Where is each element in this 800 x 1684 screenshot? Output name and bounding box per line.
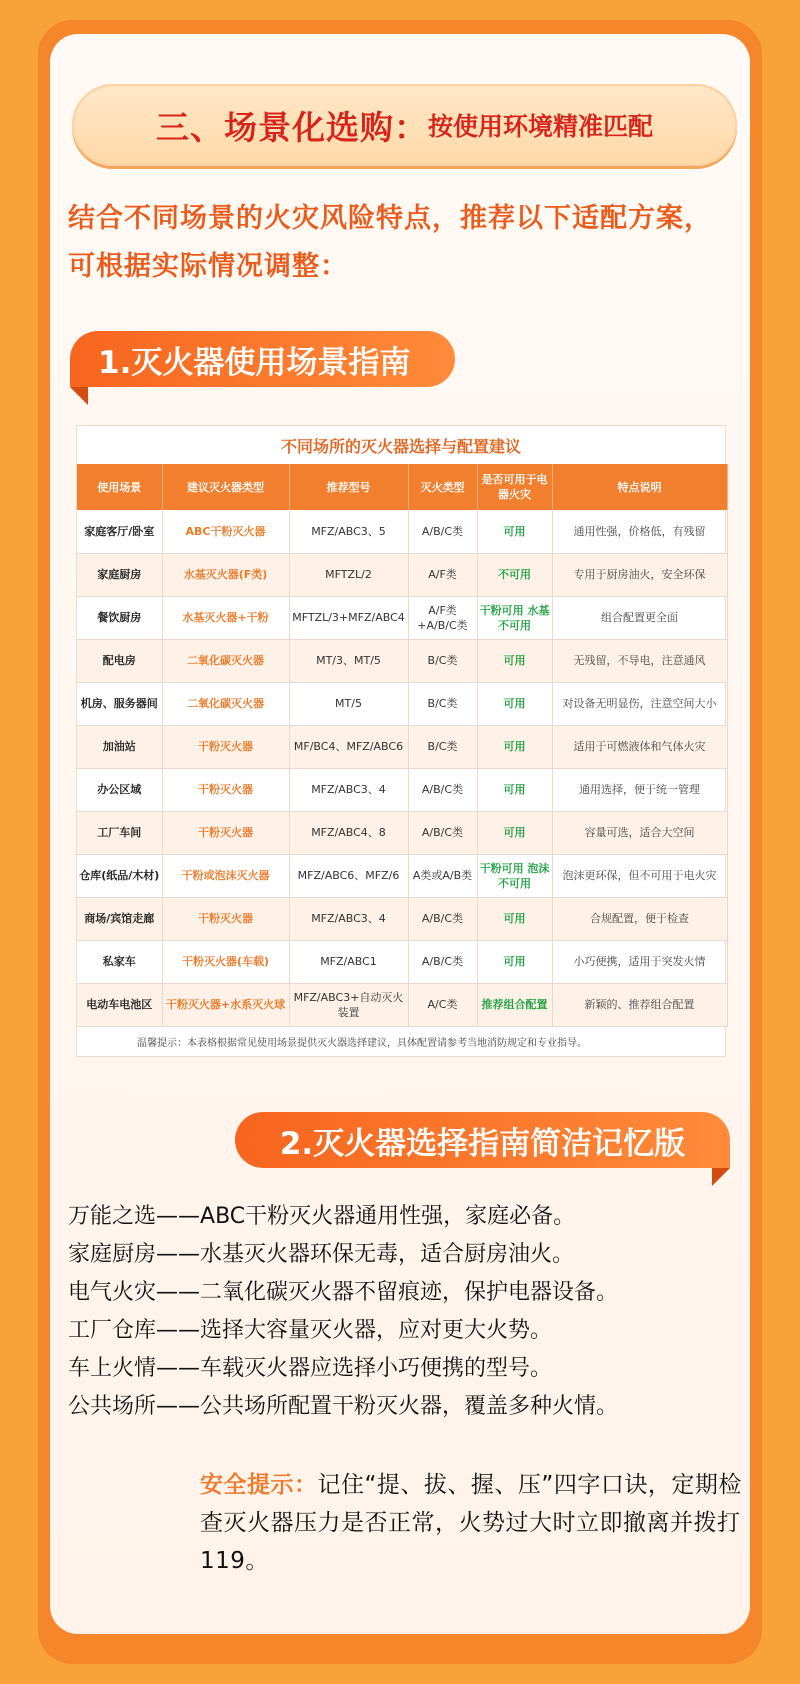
cell-model: MT/3、MT/5 (289, 639, 408, 682)
cell-electric: 推荐组合配置 (477, 983, 552, 1026)
cell-electric: 可用 (477, 725, 552, 768)
intro-text: 结合不同场景的火灾风险特点，推荐以下适配方案，可根据实际情况调整： (68, 203, 712, 282)
cell-model: MF/BC4、MFZ/ABC6 (289, 725, 408, 768)
cell-scene: 私家车 (77, 940, 162, 983)
cell-fire-type: B/C类 (408, 725, 477, 768)
table-title: 不同场所的灭火器选择与配置建议 (280, 436, 521, 456)
tip-item (68, 1350, 748, 1388)
cell-electric: 可用 (477, 510, 552, 553)
cell-type: 干粉灭火器+水系灭火球 (162, 983, 289, 1026)
tips-list (68, 1198, 748, 1426)
cell-scene: 加油站 (77, 725, 162, 768)
cell-scene: 电动车电池区 (77, 983, 162, 1026)
cell-model: MFZ/ABC1 (289, 940, 408, 983)
cell-type: 干粉灭火器 (162, 811, 289, 854)
tip-head: 万能之选 (68, 1204, 157, 1229)
tip-head: 家庭厨房 (68, 1242, 157, 1267)
cell-type: 水基灭火器+干粉 (162, 596, 289, 639)
section2-title: 2.灭火器选择指南简洁记忆版 (235, 1112, 730, 1168)
cell-model: MT/5 (289, 682, 408, 725)
cell-feature: 合规配置，便于检查 (552, 897, 727, 940)
tip-head: 车上火情 (68, 1356, 157, 1381)
header-feature: 特点说明 (552, 464, 727, 510)
cell-fire-type: A/F类 (408, 553, 477, 596)
cell-electric: 不可用 (477, 553, 552, 596)
cell-scene: 餐饮厨房 (77, 596, 162, 639)
data-table (77, 464, 728, 1027)
cell-type: ABC干粉灭火器 (162, 510, 289, 553)
cell-fire-type: A/F类+A/B/C类 (408, 596, 477, 639)
table-row (77, 940, 727, 983)
cell-fire-type: A/C类 (408, 983, 477, 1026)
cell-electric: 可用 (477, 940, 552, 983)
table-row (77, 811, 727, 854)
cell-fire-type: A/B/C类 (408, 897, 477, 940)
page-title-banner (72, 84, 737, 166)
cell-feature: 组合配置更全面 (552, 596, 727, 639)
tip-body: ——公共场所配置干粉灭火器，覆盖多种火情。 (156, 1394, 619, 1419)
cell-electric: 可用 (477, 768, 552, 811)
cell-electric: 可用 (477, 897, 552, 940)
cell-scene: 办公区域 (77, 768, 162, 811)
cell-feature: 专用于厨房油火，安全环保 (552, 553, 727, 596)
cell-type: 干粉灭火器(车载) (162, 940, 289, 983)
cell-scene: 家庭厨房 (77, 553, 162, 596)
safety-label: 安全提示： (200, 1472, 318, 1498)
cell-scene: 商场/宾馆走廊 (77, 897, 162, 940)
cell-scene: 仓库(纸品/木材) (77, 854, 162, 897)
tip-body: ——ABC干粉灭火器通用性强，家庭必备。 (156, 1204, 576, 1229)
cell-feature: 小巧便携，适用于突发火情 (552, 940, 727, 983)
cell-feature: 通用选择，便于统一管理 (552, 768, 727, 811)
cell-electric: 干粉可用 泡沫不可用 (477, 854, 552, 897)
table-row (77, 510, 727, 553)
tip-head: 工厂仓库 (68, 1318, 157, 1343)
cell-electric: 可用 (477, 682, 552, 725)
cell-feature: 无残留，不导电，注意通风 (552, 639, 727, 682)
cell-type: 干粉或泡沫灭火器 (162, 854, 289, 897)
tip-body: ——水基灭火器环保无毒，适合厨房油火。 (156, 1242, 575, 1267)
tip-body: ——选择大容量灭火器，应对更大火势。 (156, 1318, 553, 1343)
cell-type: 二氧化碳灭火器 (162, 682, 289, 725)
table-row (77, 854, 727, 897)
cell-scene: 配电房 (77, 639, 162, 682)
cell-model: MFZ/ABC3+自动灭火装置 (289, 983, 408, 1026)
cell-fire-type: A/B/C类 (408, 811, 477, 854)
tip-item (68, 1274, 748, 1312)
cell-type: 水基灭火器(F类) (162, 553, 289, 596)
cell-fire-type: B/C类 (408, 639, 477, 682)
safety-text: 记住“提、拔、握、压”四字口诀，定期检查灭火器压力是否正常，火势过大时立即撤离并拨打119。 (200, 1472, 742, 1574)
cell-type: 二氧化碳灭火器 (162, 639, 289, 682)
header-scene: 使用场景 (77, 464, 162, 510)
table-row (77, 897, 727, 940)
safety-tip (200, 1466, 745, 1580)
cell-fire-type: A/B/C类 (408, 940, 477, 983)
cell-feature: 容量可选，适合大空间 (552, 811, 727, 854)
cell-electric: 干粉可用 水基不可用 (477, 596, 552, 639)
cell-fire-type: A类或A/B类 (408, 854, 477, 897)
header-electric: 是否可用于电器火灾 (477, 464, 552, 510)
cell-scene: 工厂车间 (77, 811, 162, 854)
table-row (77, 725, 727, 768)
tip-item (68, 1312, 748, 1350)
section1-title: 1.灭火器使用场景指南 (70, 331, 455, 387)
cell-model: MFZ/ABC3、5 (289, 510, 408, 553)
cell-feature: 对设备无明显伤，注意空间大小 (552, 682, 727, 725)
cell-fire-type: A/B/C类 (408, 510, 477, 553)
page-title: 三、场景化选购： (155, 107, 428, 147)
cell-feature: 通用性强，价格低，有残留 (552, 510, 727, 553)
cell-fire-type: B/C类 (408, 682, 477, 725)
cell-model: MFTZL/3+MFZ/ABC4 (289, 596, 408, 639)
header-type: 建议灭火器类型 (162, 464, 289, 510)
table-row (77, 682, 727, 725)
tip-item (68, 1236, 748, 1274)
cell-feature: 新颖的、推荐组合配置 (552, 983, 727, 1026)
cell-scene: 机房、服务器间 (77, 682, 162, 725)
table-row (77, 596, 727, 639)
tip-item (68, 1388, 748, 1426)
table-row (77, 639, 727, 682)
cell-feature: 适用于可燃液体和气体火灾 (552, 725, 727, 768)
cell-model: MFZ/ABC6、MFZ/6 (289, 854, 408, 897)
table-row (77, 983, 727, 1026)
table-header-row (77, 464, 727, 510)
table-row (77, 768, 727, 811)
cell-model: MFZ/ABC4、8 (289, 811, 408, 854)
cell-fire-type: A/B/C类 (408, 768, 477, 811)
tip-body: ——二氧化碳灭火器不留痕迹，保护电器设备。 (156, 1280, 619, 1305)
cell-type: 干粉灭火器 (162, 897, 289, 940)
header-model: 推荐型号 (289, 464, 408, 510)
cell-electric: 可用 (477, 639, 552, 682)
cell-model: MFTZL/2 (289, 553, 408, 596)
tip-item (68, 1198, 748, 1236)
cell-model: MFZ/ABC3、4 (289, 768, 408, 811)
cell-type: 干粉灭火器 (162, 725, 289, 768)
tip-head: 电气火灾 (68, 1280, 157, 1305)
cell-type: 干粉灭火器 (162, 768, 289, 811)
cell-scene: 家庭客厅/卧室 (77, 510, 162, 553)
cell-electric: 可用 (477, 811, 552, 854)
table-note: 温馨提示：本表格根据常见使用场景提供灭火器选择建议，具体配置请参考当地消防规定和专业指导。 (137, 1037, 587, 1049)
cell-model: MFZ/ABC3、4 (289, 897, 408, 940)
cell-feature: 泡沫更环保，但不可用于电火灾 (552, 854, 727, 897)
table-row (77, 553, 727, 596)
header-fire: 灭火类型 (408, 464, 477, 510)
tip-head: 公共场所 (68, 1394, 157, 1419)
page-subtitle: 按使用环境精准匹配 (427, 112, 653, 141)
tip-body: ——车载灭火器应选择小巧便携的型号。 (156, 1356, 553, 1381)
scenario-table (76, 425, 726, 1057)
